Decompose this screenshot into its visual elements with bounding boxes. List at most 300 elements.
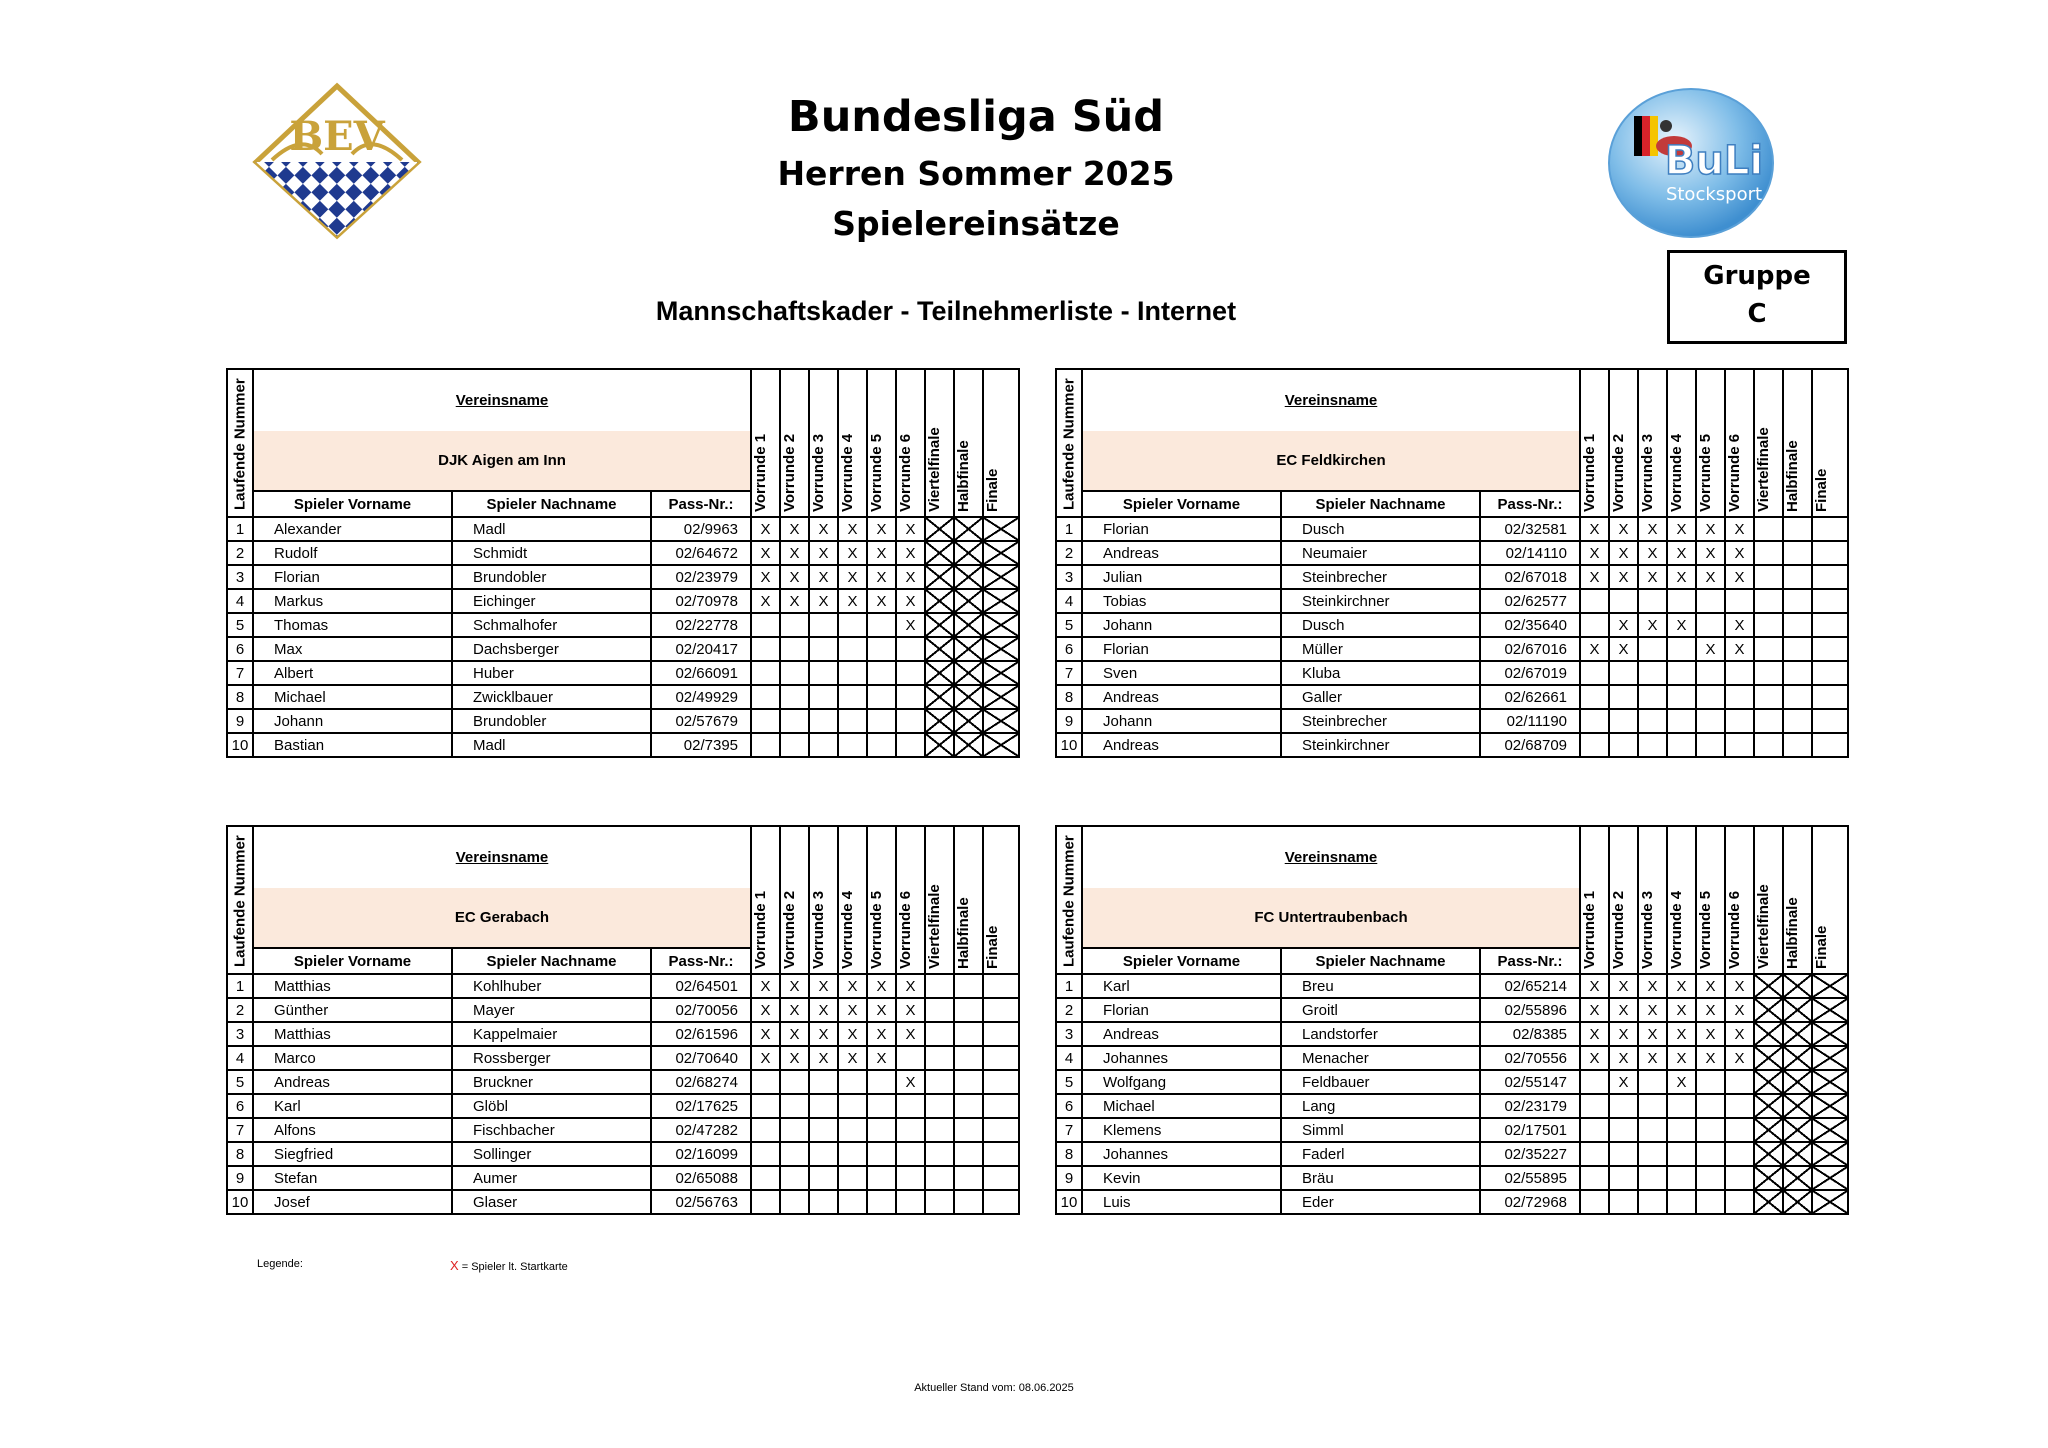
round-mark: [751, 637, 780, 661]
final-round-cell: [983, 541, 1019, 565]
final-round-cell: [925, 613, 954, 637]
player-first-name: Kevin: [1082, 1166, 1281, 1190]
player-row: [1056, 637, 1848, 661]
round-mark: [867, 709, 896, 733]
team-panel-4: [1055, 825, 1847, 1243]
round-mark: X: [751, 974, 780, 998]
final-round-cell: [1783, 709, 1812, 733]
player-row: [227, 1070, 1019, 1094]
final-round-cell: [983, 1166, 1019, 1190]
round-mark: [1725, 1118, 1754, 1142]
round-mark: X: [1696, 998, 1725, 1022]
round-mark: [780, 637, 809, 661]
round-header: Viertelfinale: [1754, 369, 1783, 517]
final-round-cell: [954, 1046, 983, 1070]
final-round-cell: [954, 1118, 983, 1142]
round-mark: [1667, 1190, 1696, 1214]
round-mark: X: [809, 998, 838, 1022]
round-mark: [838, 637, 867, 661]
round-mark: [1609, 1094, 1638, 1118]
final-round-cell: [954, 637, 983, 661]
round-mark: X: [896, 589, 925, 613]
player-row: [1056, 1166, 1848, 1190]
club-name: EC Feldkirchen: [1082, 431, 1580, 491]
player-last-name: Kappelmaier: [452, 1022, 651, 1046]
player-first-name: Bastian: [253, 733, 452, 757]
player-number: 6: [227, 637, 253, 661]
bev-logo-text: BEV: [289, 113, 385, 160]
player-number: 6: [1056, 637, 1082, 661]
round-header: Halbfinale: [1783, 826, 1812, 974]
round-mark: [1667, 709, 1696, 733]
player-last-name: Madl: [452, 733, 651, 757]
round-mark: X: [1667, 613, 1696, 637]
final-round-cell: [1812, 637, 1848, 661]
round-mark: [780, 709, 809, 733]
player-pass-number: 02/8385: [1480, 1022, 1580, 1046]
round-mark: X: [1667, 1046, 1696, 1070]
final-round-cell: [1812, 1166, 1848, 1190]
pass-header: Pass-Nr.:: [651, 491, 751, 517]
round-header: Vorrunde 5: [1696, 369, 1725, 517]
round-mark: X: [1696, 565, 1725, 589]
round-header: Vorrunde 3: [809, 369, 838, 517]
final-round-cell: [1754, 1070, 1783, 1094]
final-round-cell: [1783, 613, 1812, 637]
player-last-name: Kluba: [1281, 661, 1480, 685]
group-label: Gruppe: [1703, 261, 1811, 291]
final-round-cell: [954, 1022, 983, 1046]
final-round-cell: [1783, 1022, 1812, 1046]
round-mark: [1667, 1142, 1696, 1166]
round-mark: X: [838, 517, 867, 541]
player-pass-number: 02/68274: [651, 1070, 751, 1094]
round-mark: [1667, 661, 1696, 685]
final-round-cell: [1812, 709, 1848, 733]
round-mark: X: [1667, 1070, 1696, 1094]
round-mark: X: [1638, 1046, 1667, 1070]
round-mark: [896, 685, 925, 709]
final-round-cell: [1783, 637, 1812, 661]
round-mark: X: [896, 613, 925, 637]
final-round-cell: [1783, 1046, 1812, 1070]
round-mark: [780, 1190, 809, 1214]
player-row: [1056, 1142, 1848, 1166]
round-mark: X: [1696, 637, 1725, 661]
final-round-cell: [954, 565, 983, 589]
round-mark: [1580, 685, 1609, 709]
round-mark: [780, 661, 809, 685]
final-round-cell: [983, 1070, 1019, 1094]
round-header: Vorrunde 3: [1638, 826, 1667, 974]
round-mark: [1638, 685, 1667, 709]
round-mark: [1638, 661, 1667, 685]
final-round-cell: [1754, 974, 1783, 998]
final-round-cell: [1812, 1118, 1848, 1142]
player-pass-number: 02/68709: [1480, 733, 1580, 757]
player-number: 1: [227, 974, 253, 998]
final-round-cell: [1783, 685, 1812, 709]
final-round-cell: [1754, 565, 1783, 589]
player-row: [1056, 1070, 1848, 1094]
player-pass-number: 02/64672: [651, 541, 751, 565]
round-mark: X: [809, 1046, 838, 1070]
round-mark: [1580, 1094, 1609, 1118]
round-mark: X: [1580, 998, 1609, 1022]
final-round-cell: [1783, 1190, 1812, 1214]
round-header: Vorrunde 5: [867, 826, 896, 974]
player-pass-number: 02/72968: [1480, 1190, 1580, 1214]
round-mark: X: [751, 589, 780, 613]
round-mark: [1667, 637, 1696, 661]
round-mark: [1725, 685, 1754, 709]
round-mark: X: [1609, 974, 1638, 998]
round-mark: [867, 1166, 896, 1190]
player-pass-number: 02/17501: [1480, 1118, 1580, 1142]
final-round-cell: [1812, 661, 1848, 685]
round-mark: X: [1696, 1046, 1725, 1070]
final-round-cell: [1754, 589, 1783, 613]
player-row: [227, 517, 1019, 541]
player-first-name: Andreas: [1082, 685, 1281, 709]
player-last-name: Brundobler: [452, 709, 651, 733]
final-round-cell: [1783, 733, 1812, 757]
final-round-cell: [925, 1190, 954, 1214]
round-mark: [838, 1166, 867, 1190]
final-round-cell: [1812, 1046, 1848, 1070]
round-mark: [1609, 589, 1638, 613]
vereinsname-label: Vereinsname: [1082, 826, 1580, 888]
round-mark: X: [867, 565, 896, 589]
round-header: Halbfinale: [954, 369, 983, 517]
round-mark: [867, 1190, 896, 1214]
final-round-cell: [1812, 974, 1848, 998]
round-mark: [1725, 1070, 1754, 1094]
player-row: [1056, 661, 1848, 685]
round-header: Vorrunde 6: [1725, 826, 1754, 974]
round-header: Halbfinale: [954, 826, 983, 974]
player-last-name: Sollinger: [452, 1142, 651, 1166]
final-round-cell: [983, 661, 1019, 685]
player-number: 2: [1056, 998, 1082, 1022]
final-round-cell: [954, 517, 983, 541]
legend-x-symbol: X: [450, 1258, 459, 1273]
player-pass-number: 02/49929: [651, 685, 751, 709]
final-round-cell: [954, 1094, 983, 1118]
round-mark: X: [896, 1070, 925, 1094]
player-last-name: Steinbrecher: [1281, 565, 1480, 589]
round-mark: [1696, 1142, 1725, 1166]
round-mark: [751, 685, 780, 709]
round-mark: [1609, 685, 1638, 709]
club-name: EC Gerabach: [253, 888, 751, 948]
player-pass-number: 02/20417: [651, 637, 751, 661]
player-pass-number: 02/66091: [651, 661, 751, 685]
round-header: Vorrunde 2: [1609, 826, 1638, 974]
final-round-cell: [1812, 685, 1848, 709]
round-header: Vorrunde 6: [1725, 369, 1754, 517]
final-round-cell: [925, 1046, 954, 1070]
round-mark: X: [780, 565, 809, 589]
player-pass-number: 02/14110: [1480, 541, 1580, 565]
round-mark: X: [1696, 517, 1725, 541]
round-mark: [809, 1142, 838, 1166]
round-mark: [867, 1142, 896, 1166]
final-round-cell: [954, 613, 983, 637]
round-mark: X: [867, 589, 896, 613]
player-row: [1056, 613, 1848, 637]
player-first-name: Johannes: [1082, 1142, 1281, 1166]
vorname-header: Spieler Vorname: [253, 491, 452, 517]
final-round-cell: [1812, 565, 1848, 589]
player-number: 6: [227, 1094, 253, 1118]
player-number: 4: [227, 589, 253, 613]
player-row: [227, 637, 1019, 661]
list-title: Mannschaftskader - Teilnehmerliste - Internet: [655, 296, 1237, 326]
round-mark: X: [896, 517, 925, 541]
player-row: [1056, 1118, 1848, 1142]
player-number: 8: [1056, 685, 1082, 709]
group-value: C: [1747, 299, 1767, 329]
round-mark: X: [751, 565, 780, 589]
player-row: [227, 541, 1019, 565]
player-pass-number: 02/9963: [651, 517, 751, 541]
round-mark: [1667, 589, 1696, 613]
player-number: 8: [227, 685, 253, 709]
final-round-cell: [983, 637, 1019, 661]
round-mark: [838, 1142, 867, 1166]
round-mark: X: [1638, 565, 1667, 589]
player-pass-number: 02/16099: [651, 1142, 751, 1166]
round-mark: X: [1580, 974, 1609, 998]
round-header: Vorrunde 4: [838, 369, 867, 517]
player-last-name: Steinkirchner: [1281, 589, 1480, 613]
player-pass-number: 02/11190: [1480, 709, 1580, 733]
round-mark: [751, 613, 780, 637]
round-mark: [1580, 1118, 1609, 1142]
final-round-cell: [925, 685, 954, 709]
round-mark: [780, 1094, 809, 1118]
round-mark: [867, 637, 896, 661]
round-mark: [896, 1142, 925, 1166]
player-last-name: Steinbrecher: [1281, 709, 1480, 733]
final-round-cell: [1783, 565, 1812, 589]
round-mark: [896, 709, 925, 733]
round-mark: [1725, 1094, 1754, 1118]
round-mark: [1667, 1166, 1696, 1190]
round-mark: [1580, 1190, 1609, 1214]
player-first-name: Michael: [1082, 1094, 1281, 1118]
round-mark: X: [751, 541, 780, 565]
round-mark: X: [1580, 565, 1609, 589]
round-mark: [1696, 589, 1725, 613]
final-round-cell: [1783, 517, 1812, 541]
round-mark: X: [780, 1022, 809, 1046]
round-mark: [1638, 1190, 1667, 1214]
round-mark: X: [1580, 517, 1609, 541]
final-round-cell: [1812, 1094, 1848, 1118]
player-number: 5: [1056, 1070, 1082, 1094]
final-round-cell: [1812, 733, 1848, 757]
player-pass-number: 02/47282: [651, 1118, 751, 1142]
legend-entry: [450, 1258, 568, 1273]
round-mark: X: [1667, 1022, 1696, 1046]
final-round-cell: [1754, 1118, 1783, 1142]
player-row: [227, 1142, 1019, 1166]
player-row: [1056, 733, 1848, 757]
vorname-header: Spieler Vorname: [253, 948, 452, 974]
final-round-cell: [1783, 974, 1812, 998]
player-number: 10: [227, 733, 253, 757]
player-pass-number: 02/62661: [1480, 685, 1580, 709]
player-pass-number: 02/65088: [651, 1166, 751, 1190]
player-row: [1056, 517, 1848, 541]
round-mark: [1696, 661, 1725, 685]
vorname-header: Spieler Vorname: [1082, 491, 1281, 517]
round-mark: X: [1725, 1022, 1754, 1046]
team-table: [226, 825, 1020, 1215]
round-mark: [751, 1166, 780, 1190]
player-pass-number: 02/35640: [1480, 613, 1580, 637]
round-mark: [838, 613, 867, 637]
round-mark: [809, 1070, 838, 1094]
final-round-cell: [983, 589, 1019, 613]
round-mark: [1580, 1070, 1609, 1094]
player-number: 6: [1056, 1094, 1082, 1118]
player-last-name: Groitl: [1281, 998, 1480, 1022]
player-row: [1056, 589, 1848, 613]
player-number: 1: [1056, 974, 1082, 998]
round-mark: [751, 709, 780, 733]
final-round-cell: [925, 1070, 954, 1094]
player-number: 8: [227, 1142, 253, 1166]
team-table: [1055, 825, 1849, 1215]
player-row: [227, 733, 1019, 757]
final-round-cell: [983, 1094, 1019, 1118]
final-round-cell: [1783, 589, 1812, 613]
player-last-name: Schmalhofer: [452, 613, 651, 637]
round-mark: [1638, 1094, 1667, 1118]
round-mark: X: [809, 589, 838, 613]
player-first-name: Luis: [1082, 1190, 1281, 1214]
round-header: Vorrunde 4: [1667, 369, 1696, 517]
player-first-name: Karl: [253, 1094, 452, 1118]
player-first-name: Josef: [253, 1190, 452, 1214]
final-round-cell: [954, 589, 983, 613]
round-mark: [1609, 1118, 1638, 1142]
final-round-cell: [983, 1118, 1019, 1142]
player-first-name: Günther: [253, 998, 452, 1022]
round-mark: X: [1609, 541, 1638, 565]
player-row: [227, 565, 1019, 589]
round-header: Viertelfinale: [925, 369, 954, 517]
player-first-name: Florian: [253, 565, 452, 589]
final-round-cell: [1754, 1190, 1783, 1214]
round-mark: X: [838, 1046, 867, 1070]
round-mark: [1696, 1094, 1725, 1118]
player-row: [1056, 565, 1848, 589]
buli-logo-text: BuLi: [1664, 138, 1764, 184]
round-mark: [809, 733, 838, 757]
player-pass-number: 02/65214: [1480, 974, 1580, 998]
round-mark: [1696, 1070, 1725, 1094]
round-mark: [780, 685, 809, 709]
final-round-cell: [1783, 1142, 1812, 1166]
round-mark: [1638, 733, 1667, 757]
nachname-header: Spieler Nachname: [452, 491, 651, 517]
round-mark: [867, 685, 896, 709]
round-mark: X: [1725, 517, 1754, 541]
player-last-name: Feldbauer: [1281, 1070, 1480, 1094]
final-round-cell: [1754, 541, 1783, 565]
round-header: Vorrunde 4: [1667, 826, 1696, 974]
player-pass-number: 02/23179: [1480, 1094, 1580, 1118]
player-last-name: Breu: [1281, 974, 1480, 998]
round-mark: [1696, 685, 1725, 709]
round-mark: X: [1609, 1046, 1638, 1070]
round-mark: [809, 613, 838, 637]
round-mark: X: [1580, 1046, 1609, 1070]
final-round-cell: [983, 709, 1019, 733]
player-row: [227, 1046, 1019, 1070]
final-round-cell: [983, 1142, 1019, 1166]
player-number: 10: [227, 1190, 253, 1214]
final-round-cell: [954, 1190, 983, 1214]
player-number: 7: [227, 661, 253, 685]
round-mark: [1638, 637, 1667, 661]
round-mark: [809, 1118, 838, 1142]
player-number: 9: [1056, 1166, 1082, 1190]
final-round-cell: [1783, 1118, 1812, 1142]
round-mark: [809, 661, 838, 685]
player-last-name: Mayer: [452, 998, 651, 1022]
round-mark: X: [809, 541, 838, 565]
round-header: Finale: [983, 369, 1019, 517]
vorname-header: Spieler Vorname: [1082, 948, 1281, 974]
round-header: Viertelfinale: [925, 826, 954, 974]
player-pass-number: 02/56763: [651, 1190, 751, 1214]
round-mark: X: [1667, 565, 1696, 589]
final-round-cell: [1783, 1166, 1812, 1190]
player-row: [227, 1094, 1019, 1118]
round-mark: X: [838, 541, 867, 565]
player-row: [1056, 1190, 1848, 1214]
player-number: 3: [227, 565, 253, 589]
final-round-cell: [1812, 613, 1848, 637]
player-number: 2: [1056, 541, 1082, 565]
final-round-cell: [1783, 661, 1812, 685]
round-mark: X: [1638, 613, 1667, 637]
round-mark: [1609, 709, 1638, 733]
final-round-cell: [1754, 685, 1783, 709]
round-mark: [838, 1118, 867, 1142]
round-mark: X: [1638, 998, 1667, 1022]
player-number: 5: [227, 613, 253, 637]
player-first-name: Alexander: [253, 517, 452, 541]
final-round-cell: [983, 974, 1019, 998]
round-mark: [780, 733, 809, 757]
round-mark: [896, 1166, 925, 1190]
final-round-cell: [1754, 637, 1783, 661]
player-pass-number: 02/55896: [1480, 998, 1580, 1022]
player-row: [227, 1190, 1019, 1214]
round-header: Halbfinale: [1783, 369, 1812, 517]
player-first-name: Julian: [1082, 565, 1281, 589]
final-round-cell: [1812, 1190, 1848, 1214]
round-mark: X: [1580, 541, 1609, 565]
player-first-name: Karl: [1082, 974, 1281, 998]
round-header: Vorrunde 6: [896, 369, 925, 517]
